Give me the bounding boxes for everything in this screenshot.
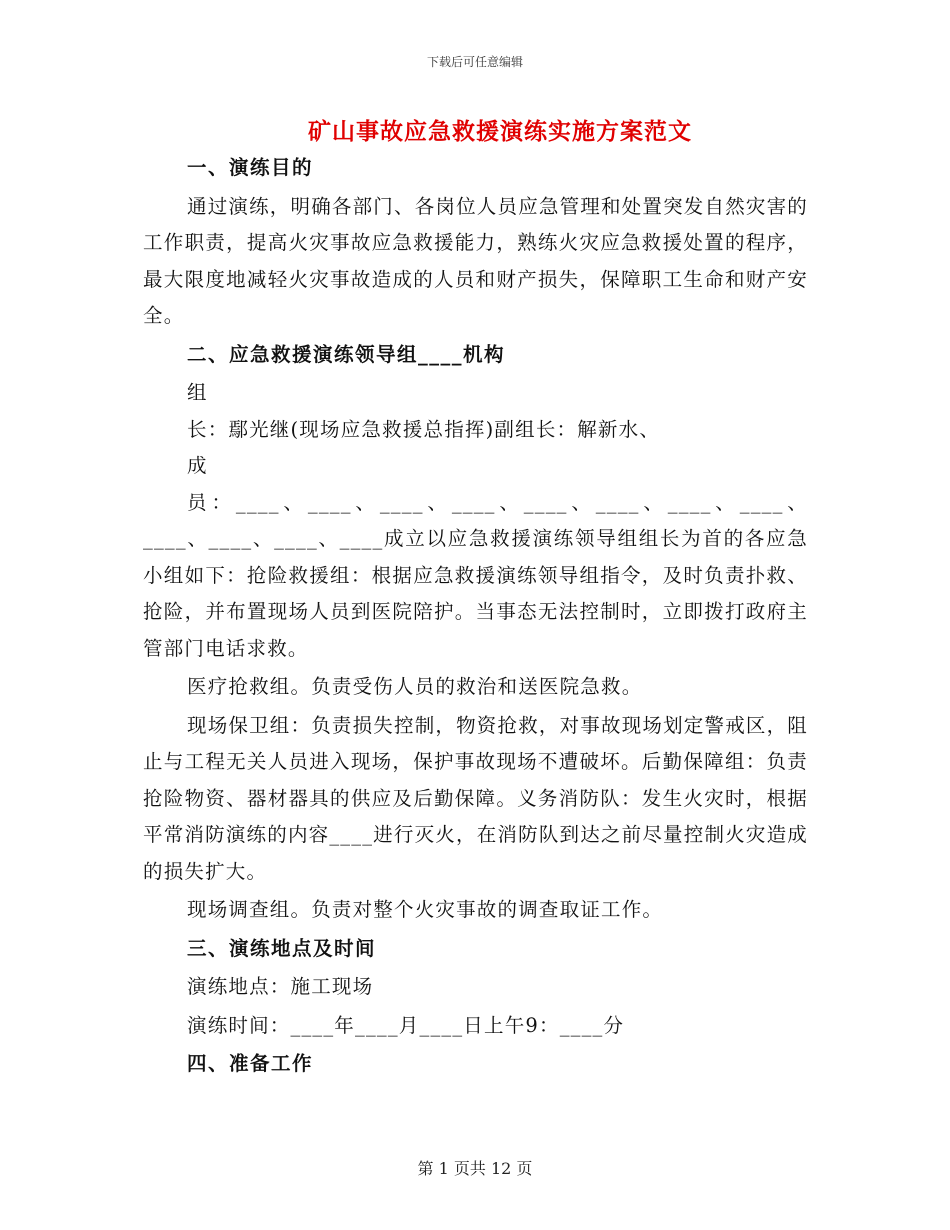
paragraph: 现场保卫组：负责损失控制，物资抢救，对事故现场划定警戒区，阻止与工程无关人员进入现场，保护事故现场不遭破坏。后勤保障组：负责抢险物资、器材器具的供应及后勤保障。义务消防队：发生火灾时，根据平常消防演练的内容____进行灭火，在消防队到达之前尽量控制火灾造成的损失扩大。 [143, 713, 809, 883]
section-heading: 一、演练目的 [187, 156, 314, 179]
paragraph: 医疗抢救组。负责受伤人员的救治和送医院急救。 [187, 675, 643, 698]
section-heading: 二、应急救援演练领导组____机构 [187, 342, 506, 366]
document-body [143, 150, 808, 1083]
paragraph: 员：____、____、____、____、____、____、____、____、____、____、____、____成立以应急救援演练领导组组长为首的各应急小组如下：抢险救援组：根据应急救援演练领导组指令，及时负责扑救、抢险，并布置现场人员到医院陪护。当事态无法控制时，立即拨打政府主管部门电话求救。 [143, 490, 808, 660]
paragraph: 通过演练，明确各部门、各岗位人员应急管理和处置突发自然灾害的工作职责，提高火灾事故应急救援能力，熟练火灾应急救援处置的程序，最大限度地减轻火灾事故造成的人员和财产损失，保障职工生命和财产安全。 [143, 194, 809, 327]
text-line: 演练地点：施工现场 [187, 975, 374, 998]
paragraph: 现场调查组。负责对整个火灾事故的调查取证工作。 [187, 898, 664, 921]
section-heading: 四、准备工作 [187, 1052, 314, 1075]
text-line: 长：鄢光继(现场应急救援总指挥)副组长：解新水、 [187, 417, 661, 441]
document-title: 矿山事故应急救援演练实施方案范文 [308, 119, 692, 145]
text-line: 演练时间：____年____月____日上午9：____分 [187, 1013, 625, 1037]
text-line: 组 [187, 381, 208, 404]
header-note: 下载后可任意编辑 [426, 55, 523, 69]
section-heading: 三、演练地点及时间 [187, 936, 377, 960]
text-line: 成 [187, 454, 208, 477]
page-footer: 第 1 页共 12 页 [417, 1159, 533, 1178]
